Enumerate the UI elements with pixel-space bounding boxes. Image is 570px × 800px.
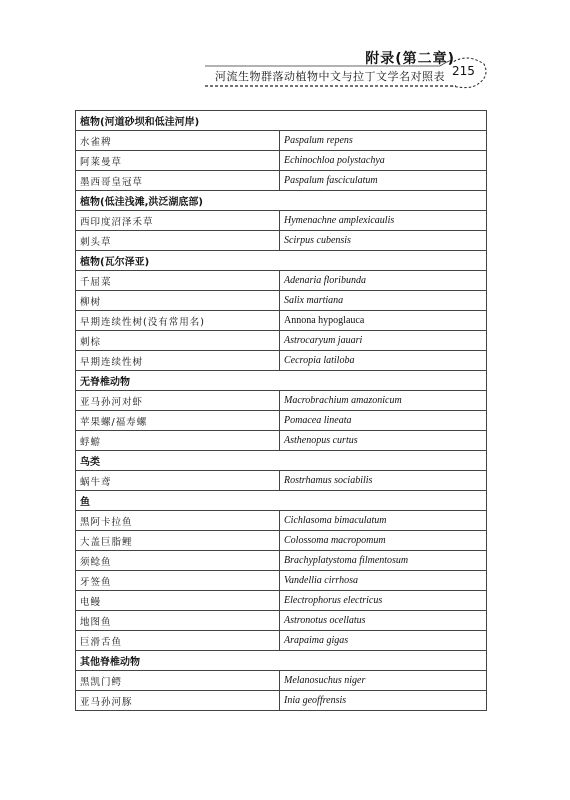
category-label: 其他脊椎动物 xyxy=(76,651,487,671)
table-row xyxy=(76,131,487,151)
chinese-name: 蜉蝣 xyxy=(76,431,280,451)
table-row xyxy=(76,211,487,231)
chinese-name: 电鳗 xyxy=(76,591,280,611)
table-row xyxy=(76,431,487,451)
species-table xyxy=(75,110,487,711)
latin-name: Macrobrachium amazonicum xyxy=(280,391,487,411)
category-label: 鱼 xyxy=(76,491,487,511)
table-row xyxy=(76,291,487,311)
species-table-body xyxy=(76,111,487,711)
category-row xyxy=(76,191,487,211)
chinese-name: 蜗牛鸢 xyxy=(76,471,280,491)
table-row xyxy=(76,271,487,291)
latin-name: Echinochloa polystachya xyxy=(280,151,487,171)
chinese-name: 西印度沼泽禾草 xyxy=(76,211,280,231)
chinese-name: 早期连续性树 xyxy=(76,351,280,371)
latin-name: Paspalum fasciculatum xyxy=(280,171,487,191)
chinese-name: 刺头草 xyxy=(76,231,280,251)
table-caption: 河流生物群落动植物中文与拉丁文学名对照表 xyxy=(215,70,445,83)
chinese-name: 地图鱼 xyxy=(76,611,280,631)
latin-name: Brachyplatystoma filmentosum xyxy=(280,551,487,571)
chinese-name: 亚马孙河对虾 xyxy=(76,391,280,411)
category-label: 植物(瓦尔泽亚) xyxy=(76,251,487,271)
latin-name: Cecropia latiloba xyxy=(280,351,487,371)
category-label: 植物(低洼浅滩,洪泛湖底部) xyxy=(76,191,487,211)
chinese-name: 早期连续性树(没有常用名) xyxy=(76,311,280,331)
latin-name: Vandellia cirrhosa xyxy=(280,571,487,591)
latin-name: Astrocaryum jauari xyxy=(280,331,487,351)
table-row xyxy=(76,171,487,191)
latin-name: Arapaima gigas xyxy=(280,631,487,651)
table-row xyxy=(76,631,487,651)
category-row xyxy=(76,451,487,471)
chinese-name: 大盖巨脂鲤 xyxy=(76,531,280,551)
latin-name: Hymenachne amplexicaulis xyxy=(280,211,487,231)
category-row xyxy=(76,491,487,511)
chinese-name: 牙签鱼 xyxy=(76,571,280,591)
table-row xyxy=(76,571,487,591)
category-row xyxy=(76,111,487,131)
chinese-name: 柳树 xyxy=(76,291,280,311)
latin-name: Asthenopus curtus xyxy=(280,431,487,451)
chinese-name: 黑阿卡拉鱼 xyxy=(76,511,280,531)
chinese-name: 水雀稗 xyxy=(76,131,280,151)
chinese-name: 须鲶鱼 xyxy=(76,551,280,571)
table-row xyxy=(76,691,487,711)
chinese-name: 亚马孙河豚 xyxy=(76,691,280,711)
latin-name: Adenaria floribunda xyxy=(280,271,487,291)
header-ornament xyxy=(0,0,570,100)
chinese-name: 苹果螺/福寿螺 xyxy=(76,411,280,431)
latin-name: Cichlasoma bimaculatum xyxy=(280,511,487,531)
chinese-name: 千屈菜 xyxy=(76,271,280,291)
latin-name: Colossoma macropomum xyxy=(280,531,487,551)
category-row xyxy=(76,371,487,391)
latin-name: Annona hypoglauca xyxy=(280,311,487,331)
table-row xyxy=(76,411,487,431)
table-row xyxy=(76,671,487,691)
category-row xyxy=(76,651,487,671)
category-label: 鸟类 xyxy=(76,451,487,471)
category-label: 无脊椎动物 xyxy=(76,371,487,391)
latin-name: Pomacea lineata xyxy=(280,411,487,431)
appendix-title: 附录(第二章) xyxy=(365,51,455,67)
latin-name: Rostrhamus sociabilis xyxy=(280,471,487,491)
table-row xyxy=(76,531,487,551)
chinese-name: 阿莱曼草 xyxy=(76,151,280,171)
table-row xyxy=(76,231,487,251)
table-row xyxy=(76,611,487,631)
chinese-name: 巨滑舌鱼 xyxy=(76,631,280,651)
table-row xyxy=(76,551,487,571)
table-row xyxy=(76,511,487,531)
table-row xyxy=(76,151,487,171)
table-row xyxy=(76,471,487,491)
latin-name: Paspalum repens xyxy=(280,131,487,151)
chinese-name: 刺棕 xyxy=(76,331,280,351)
table-row xyxy=(76,591,487,611)
chinese-name: 黑凯门鳄 xyxy=(76,671,280,691)
category-label: 植物(河道砂坝和低洼河岸) xyxy=(76,111,487,131)
table-row xyxy=(76,391,487,411)
table-row xyxy=(76,351,487,371)
latin-name: Salix martiana xyxy=(280,291,487,311)
page-header xyxy=(0,0,570,100)
latin-name: Melanosuchus niger xyxy=(280,671,487,691)
latin-name: Electrophorus electricus xyxy=(280,591,487,611)
latin-name: Inia geoffrensis xyxy=(280,691,487,711)
page-number: 215 xyxy=(452,64,475,78)
chinese-name: 墨西哥皇冠草 xyxy=(76,171,280,191)
latin-name: Scirpus cubensis xyxy=(280,231,487,251)
latin-name: Astronotus ocellatus xyxy=(280,611,487,631)
table-row xyxy=(76,311,487,331)
table-row xyxy=(76,331,487,351)
category-row xyxy=(76,251,487,271)
